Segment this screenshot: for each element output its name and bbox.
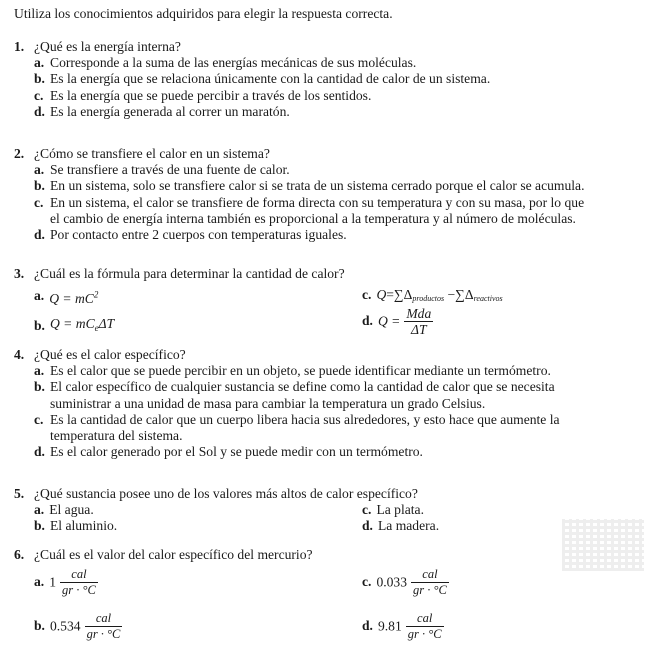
option-a[interactable]: a. Es el calor que se puede percibir en un objeto, se puede identificar mediante un termómetro. bbox=[34, 363, 551, 379]
question-number: 1. bbox=[14, 39, 25, 54]
option-a[interactable]: a. Corresponde a la suma de las energías mecánicas de sus moléculas. bbox=[34, 55, 417, 71]
question-6 bbox=[14, 547, 664, 665]
question-number: 5. bbox=[14, 486, 25, 501]
option-c[interactable]: c. $Q=\sum\Delta_{productos} -\sum\Delta_{reactivos}$ bbox=[362, 286, 503, 303]
option-d[interactable]: d. Es el calor generado por el Sol y se puede medir con un termómetro. bbox=[34, 444, 423, 460]
question-3 bbox=[14, 266, 664, 346]
option-a[interactable]: a. Se transfiere a través de una fuente de calor. bbox=[34, 162, 290, 178]
option-b[interactable]: b. El calor específico de cualquier sustancia se define como la cantidad de calor que se necesita suministrar a una unidad de masa para cambiar la temperatura un grado Celsius. bbox=[34, 379, 555, 411]
question-text: ¿Qué es el calor específico? bbox=[34, 347, 186, 362]
formula-d-fraction: $\frac{\text{Mda}}{\Delta T}$ bbox=[406, 306, 432, 337]
option-a[interactable]: a. $Q = mC^2$ bbox=[34, 288, 99, 306]
question-text: ¿Cuál es la fórmula para determinar la cantidad de calor? bbox=[34, 266, 345, 281]
question-number: 4. bbox=[14, 347, 25, 362]
option-c[interactable]: c. En un sistema, el calor se transfiere de forma directa con su temperatura y con su masa, por lo que el cambio de energía interna también es proporcional a la temperatura y al número de moléculas. bbox=[34, 194, 585, 226]
option-d[interactable]: d. 9.81 $\frac{\text{cal}}{gr \cdot ^\circ C}$ bbox=[362, 611, 442, 641]
option-b[interactable]: b. El aluminio. bbox=[34, 518, 118, 534]
option-c[interactable]: c. Es la energía que se puede percibir a través de los sentidos. bbox=[34, 87, 372, 103]
formula-c: Q bbox=[376, 286, 387, 302]
question-1 bbox=[14, 39, 664, 120]
question-text: ¿Cuál es el valor del calor específico del mercurio? bbox=[34, 547, 313, 562]
option-c[interactable]: c. Es la cantidad de calor que un cuerpo libera hacia sus alrededores, y esto hace que aumente la temperatura del sistema. bbox=[34, 411, 560, 444]
option-a[interactable]: a. 1 $\frac{\text{cal}}{gr \cdot ^\circ C}$ bbox=[34, 567, 96, 597]
option-c[interactable]: c. La plata. bbox=[362, 502, 424, 518]
option-b[interactable]: b. 0.534 $\frac{\text{cal}}{gr \cdot ^\circ C}$ bbox=[34, 611, 121, 641]
instructions: Utiliza los conocimientos adquiridos para elegir la respuesta correcta. bbox=[14, 6, 393, 21]
formula-a: $Q = mC^2$ bbox=[49, 289, 99, 306]
option-b[interactable]: b. Es la energía que se relaciona únicamente con la cantidad de calor de un sistema. bbox=[34, 71, 491, 87]
question-text: ¿Qué es la energía interna? bbox=[34, 39, 181, 54]
option-d[interactable]: d. Por contacto entre 2 cuerpos con temperaturas iguales. bbox=[34, 227, 347, 243]
question-number: 3. bbox=[14, 266, 25, 281]
option-c[interactable]: c. 0.033 $\frac{\text{cal}}{gr \cdot ^\circ C}$ bbox=[362, 567, 447, 597]
question-4 bbox=[14, 347, 664, 460]
option-a[interactable]: a. El agua. bbox=[34, 502, 94, 518]
option-d[interactable]: d. Q = $\frac{\text{Mda}}{\Delta T}$ bbox=[362, 306, 432, 337]
option-b[interactable]: b. En un sistema, solo se transfiere calor si se trata de un sistema cerrado porque el calor se acumula. bbox=[34, 178, 585, 194]
formula-b: $Q = mC_e\Delta T$ bbox=[49, 316, 115, 333]
option-d[interactable]: d. La madera. bbox=[362, 518, 440, 534]
option-b[interactable]: b. $Q = mC_e\Delta T$ bbox=[34, 316, 115, 333]
question-text: ¿Qué sustancia posee uno de los valores más altos de calor específico? bbox=[34, 486, 418, 501]
question-text: ¿Cómo se transfiere el calor en un sistema? bbox=[34, 146, 270, 161]
question-number: 6. bbox=[14, 547, 25, 562]
question-2 bbox=[14, 146, 664, 243]
option-d[interactable]: d. Es la energía generada al correr un maratón. bbox=[34, 103, 290, 119]
question-number: 2. bbox=[14, 146, 25, 161]
